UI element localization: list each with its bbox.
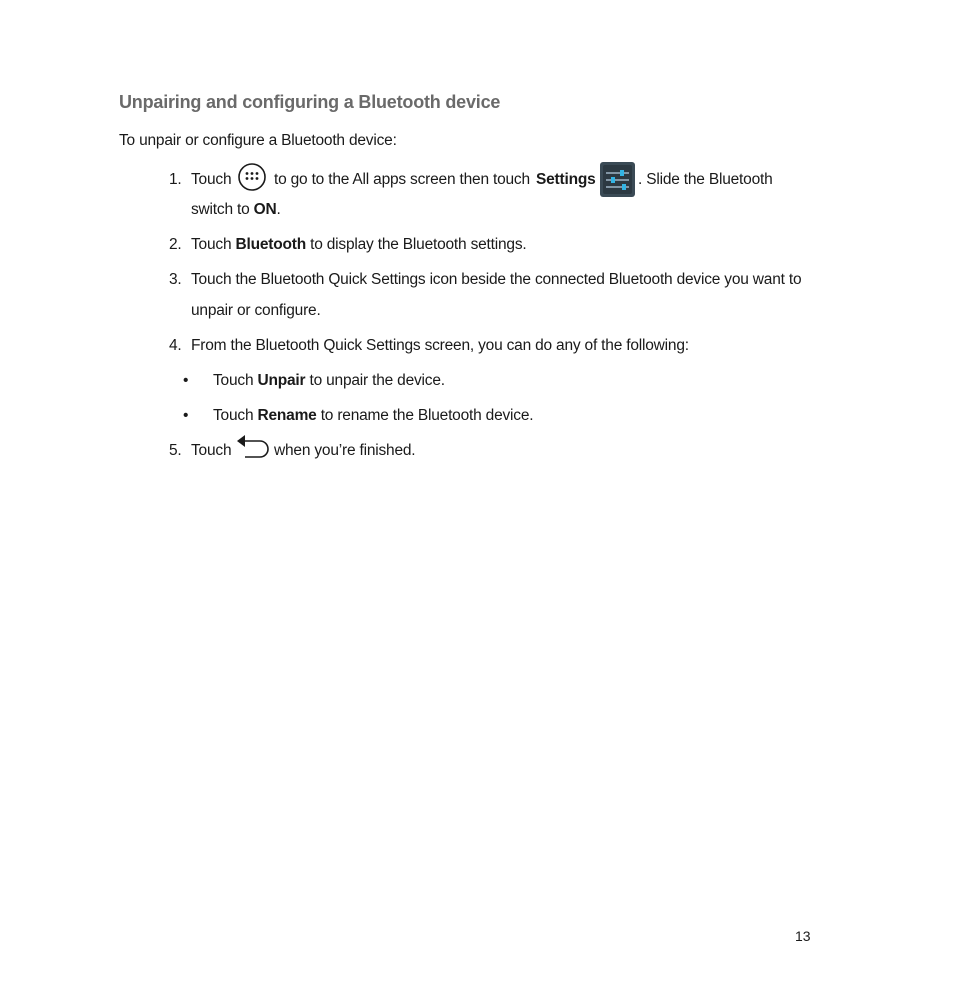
on-label: ON (253, 201, 277, 218)
step-text: . Slide the Bluetooth (638, 171, 773, 188)
step-1-continued (191, 200, 281, 220)
step-text: to go to the All apps screen then touch (274, 171, 530, 188)
rename-label: Rename (257, 407, 317, 424)
step-number: 5. (169, 442, 182, 459)
step-text: switch to (191, 201, 250, 218)
step-number: 2. (169, 236, 182, 253)
step-text: . (276, 201, 281, 218)
all-apps-icon (237, 162, 267, 192)
settings-icon (600, 162, 635, 197)
step-text: when you’re finished. (274, 442, 416, 459)
step-text: Touch Bluetooth to display the Bluetooth settings. (191, 236, 527, 253)
back-icon (235, 432, 271, 468)
page-number: 13 (795, 928, 811, 944)
unpair-label: Unpair (257, 372, 306, 389)
settings-label: Settings (536, 171, 596, 188)
intro-text: To unpair or configure a Bluetooth device: (119, 132, 397, 149)
bullet: • (183, 407, 189, 424)
step-text: Touch (191, 171, 232, 188)
step-text: Touch (191, 442, 232, 459)
bullet-text: Touch Rename to rename the Bluetooth device. (213, 407, 534, 424)
bullet-text: Touch Unpair to unpair the device. (213, 372, 445, 389)
step-text: Touch the Bluetooth Quick Settings icon beside the connected Bluetooth device you want to (191, 271, 802, 288)
bullet: • (183, 372, 189, 389)
step-3-continued: unpair or configure. (191, 302, 321, 319)
step-number: 4. (169, 337, 182, 354)
step-number: 3. (169, 271, 182, 288)
bluetooth-label: Bluetooth (235, 236, 307, 253)
step-number: 1. (169, 171, 182, 188)
section-heading: Unpairing and configuring a Bluetooth device (119, 92, 501, 112)
step-text: From the Bluetooth Quick Settings screen, you can do any of the following: (191, 337, 689, 354)
